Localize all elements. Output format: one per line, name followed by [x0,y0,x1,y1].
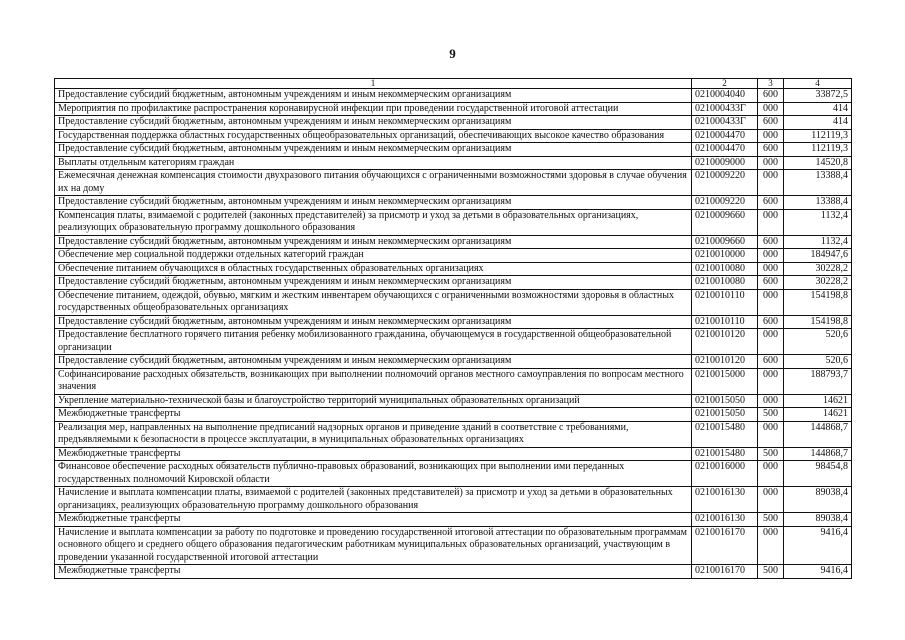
table-row [55,329,852,355]
row-name-cell: Предоставление субсидий бюджетным, автономным учреждениям и иным некоммерческим организациям [55,276,692,290]
table-row [55,249,852,263]
row-sum-cell: 154198,8 [784,289,852,315]
table-row [55,262,852,276]
table-header-row [55,79,852,89]
table-row [55,513,852,527]
row-sum-cell: 184947,6 [784,249,852,263]
row-name-cell: Софинансирование расходных обязательств, возникающих при выполнении полномочий органов местного самоуправления по вопросам местного значения [55,368,692,394]
row-code-cell: 0210004470 [692,143,758,157]
row-type-cell: 500 [758,447,784,461]
table-row [55,394,852,408]
table-row [55,461,852,487]
row-code-cell: 0210016170 [692,565,758,579]
row-code-cell: 0210004040 [692,89,758,103]
row-code-cell: 0210010080 [692,276,758,290]
row-sum-cell: 14621 [784,408,852,422]
table-row [55,209,852,235]
table-row [55,156,852,170]
row-sum-cell: 188793,7 [784,368,852,394]
row-code-cell: 0210015050 [692,408,758,422]
row-name-cell: Обеспечение мер социальной поддержки отдельных категорий граждан [55,249,692,263]
row-sum-cell: 14621 [784,394,852,408]
row-code-cell: 0210015480 [692,421,758,447]
row-code-cell: 0210015000 [692,368,758,394]
table-row [55,565,852,579]
row-type-cell: 600 [758,143,784,157]
row-sum-cell: 414 [784,116,852,130]
table-row [55,116,852,130]
table-row [55,447,852,461]
row-type-cell: 600 [758,315,784,329]
row-sum-cell: 9416,4 [784,565,852,579]
row-code-cell: 021000433Г [692,102,758,116]
row-name-cell: Предоставление субсидий бюджетным, автономным учреждениям и иным некоммерческим организациям [55,315,692,329]
row-sum-cell: 520,6 [784,329,852,355]
row-code-cell: 0210010110 [692,315,758,329]
row-type-cell: 000 [758,526,784,565]
column-header-1: 1 [55,79,692,89]
table-row [55,89,852,103]
row-sum-cell: 1132,4 [784,209,852,235]
row-code-cell: 0210010080 [692,262,758,276]
row-code-cell: 0210009660 [692,235,758,249]
row-sum-cell: 89038,4 [784,513,852,527]
row-type-cell: 000 [758,129,784,143]
row-type-cell: 600 [758,355,784,369]
column-header-2: 2 [692,79,758,89]
row-code-cell: 0210010000 [692,249,758,263]
row-code-cell: 0210015480 [692,447,758,461]
row-type-cell: 000 [758,262,784,276]
table-row [55,170,852,196]
row-type-cell: 000 [758,329,784,355]
row-name-cell: Ежемесячная денежная компенсация стоимости двухразового питания обучающихся с ограниченными возможностями здоровья в случае обучения их на дому [55,170,692,196]
row-type-cell: 500 [758,408,784,422]
row-sum-cell: 414 [784,102,852,116]
row-name-cell: Предоставление субсидий бюджетным, автономным учреждениям и иным некоммерческим организациям [55,143,692,157]
row-type-cell: 600 [758,235,784,249]
row-type-cell: 000 [758,461,784,487]
row-sum-cell: 89038,4 [784,487,852,513]
row-code-cell: 0210016170 [692,526,758,565]
row-name-cell: Предоставление субсидий бюджетным, автономным учреждениям и иным некоммерческим организациям [55,235,692,249]
row-name-cell: Межбюджетные трансферты [55,408,692,422]
row-name-cell: Межбюджетные трансферты [55,513,692,527]
row-name-cell: Начисление и выплата компенсации платы, взимаемой с родителей (законных представителей) за присмотр и уход за детьми в образовательных организациях, реализующих образовательную программу дошкольного образования [55,487,692,513]
row-name-cell: Государственная поддержка областных государственных общеобразовательных организаций, обеспечивающих высокое качество образования [55,129,692,143]
row-code-cell: 0210009220 [692,196,758,210]
table-row [55,129,852,143]
row-sum-cell: 9416,4 [784,526,852,565]
row-type-cell: 600 [758,196,784,210]
table-row [55,526,852,565]
row-sum-cell: 154198,8 [784,315,852,329]
row-code-cell: 0210016130 [692,487,758,513]
row-sum-cell: 144868,7 [784,421,852,447]
row-type-cell: 500 [758,513,784,527]
table-row [55,368,852,394]
row-name-cell: Мероприятия по профилактике распространения коронавирусной инфекции при проведении государственной итоговой аттестации [55,102,692,116]
row-sum-cell: 112119,3 [784,129,852,143]
table-row [55,408,852,422]
row-name-cell: Предоставление бесплатного горячего питания ребенку мобилизованного гражданина, обучающемуся в государственной общеобразовательной организации [55,329,692,355]
row-name-cell: Предоставление субсидий бюджетным, автономным учреждениям и иным некоммерческим организациям [55,89,692,103]
row-type-cell: 000 [758,421,784,447]
table-row [55,289,852,315]
row-name-cell: Предоставление субсидий бюджетным, автономным учреждениям и иным некоммерческим организациям [55,355,692,369]
row-name-cell: Обеспечение питанием обучающихся в областных государственных образовательных организациях [55,262,692,276]
table-row [55,315,852,329]
table-row [55,235,852,249]
row-sum-cell: 520,6 [784,355,852,369]
row-name-cell: Предоставление субсидий бюджетным, автономным учреждениям и иным некоммерческим организациям [55,196,692,210]
row-name-cell: Реализация мер, направленных на выполнение предписаний надзорных органов и приведение зданий в соответствие с требованиями, предъявляемыми к безопасности в процессе эксплуатации, в муниципальных образовательных организациях [55,421,692,447]
table-row [55,421,852,447]
row-name-cell: Финансовое обеспечение расходных обязательств публично-правовых образований, возникающих при выполнении ими переданных государственных полномочий Кировской области [55,461,692,487]
table-row [55,355,852,369]
row-name-cell: Межбюджетные трансферты [55,447,692,461]
row-name-cell: Начисление и выплата компенсации за работу по подготовке и проведению государственной итоговой аттестации по образовательным программам основного общего и среднего общего образования педагогическим работникам муниципальных образовательных организаций, участвующим в проведении указанной государственной итоговой аттестации [55,526,692,565]
row-sum-cell: 98454,8 [784,461,852,487]
row-code-cell: 0210004470 [692,129,758,143]
table-row [55,143,852,157]
row-sum-cell: 30228,2 [784,276,852,290]
column-header-4: 4 [784,79,852,89]
row-type-cell: 000 [758,394,784,408]
column-header-3: 3 [758,79,784,89]
row-name-cell: Выплаты отдельным категориям граждан [55,156,692,170]
row-sum-cell: 33872,5 [784,89,852,103]
page-number: 9 [449,46,456,61]
row-type-cell: 000 [758,368,784,394]
table-row [55,487,852,513]
row-type-cell: 600 [758,116,784,130]
row-sum-cell: 112119,3 [784,143,852,157]
row-code-cell: 0210016000 [692,461,758,487]
row-sum-cell: 13388,4 [784,196,852,210]
table-row [55,102,852,116]
row-type-cell: 600 [758,89,784,103]
row-type-cell: 000 [758,156,784,170]
row-type-cell: 600 [758,276,784,290]
row-sum-cell: 144868,7 [784,447,852,461]
row-code-cell: 0210010120 [692,329,758,355]
row-sum-cell: 1132,4 [784,235,852,249]
row-code-cell: 021000433Г [692,116,758,130]
table-row [55,196,852,210]
row-code-cell: 0210010120 [692,355,758,369]
budget-table [54,78,852,579]
row-code-cell: 0210016130 [692,513,758,527]
row-code-cell: 0210009000 [692,156,758,170]
row-name-cell: Обеспечение питанием, одеждой, обувью, мягким и жестким инвентарем обучающихся с ограниченными возможностями здоровья в областных государственных общеобразовательных организациях [55,289,692,315]
row-type-cell: 000 [758,209,784,235]
row-sum-cell: 14520,8 [784,156,852,170]
row-type-cell: 000 [758,487,784,513]
row-type-cell: 500 [758,565,784,579]
table-body [55,79,852,579]
row-name-cell: Предоставление субсидий бюджетным, автономным учреждениям и иным некоммерческим организациям [55,116,692,130]
row-code-cell: 0210009220 [692,170,758,196]
row-sum-cell: 30228,2 [784,262,852,276]
row-code-cell: 0210010110 [692,289,758,315]
row-name-cell: Укрепление материально-технической базы и благоустройство территорий муниципальных образовательных организаций [55,394,692,408]
row-type-cell: 000 [758,170,784,196]
row-name-cell: Межбюджетные трансферты [55,565,692,579]
row-name-cell: Компенсация платы, взимаемой с родителей (законных представителей) за присмотр и уход за детьми в образовательных организациях, реализующих образовательную программу дошкольного образования [55,209,692,235]
row-code-cell: 0210015050 [692,394,758,408]
row-type-cell: 000 [758,289,784,315]
table-row [55,276,852,290]
row-type-cell: 000 [758,102,784,116]
row-sum-cell: 13388,4 [784,170,852,196]
row-code-cell: 0210009660 [692,209,758,235]
row-type-cell: 000 [758,249,784,263]
